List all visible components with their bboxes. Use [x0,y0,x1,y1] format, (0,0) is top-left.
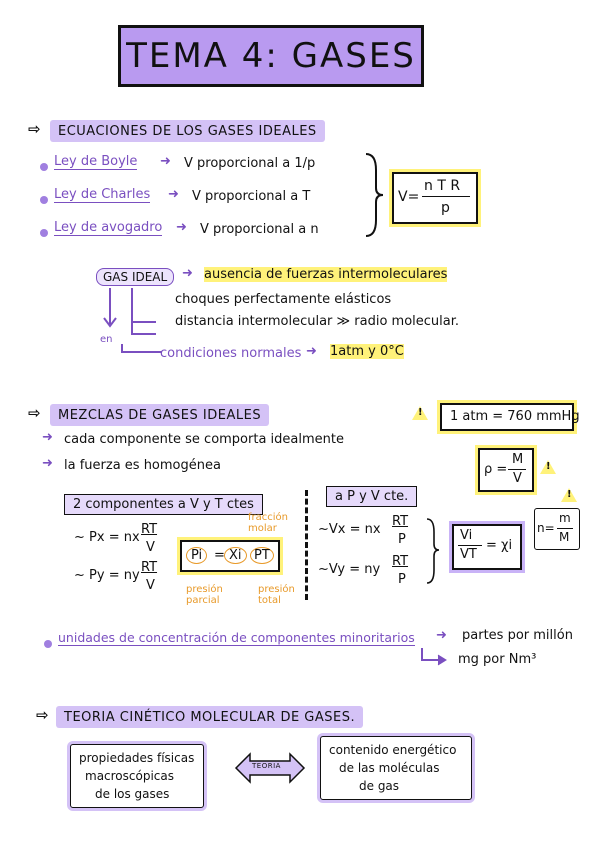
bullet-text: la fuerza es homogénea [64,458,221,473]
mgnm-label: mg por Nm³ [458,652,537,667]
arrow-right-icon: ➜ [306,344,317,359]
arrow-right-icon: ➜ [436,628,447,643]
section-arrow-icon: ⇨ [36,706,49,724]
rt-numerator: RT [141,522,158,537]
right-brace-icon [424,516,442,586]
column-divider [305,490,308,600]
n-denominator: M [559,530,570,544]
arrow-right-icon: ➜ [168,187,179,202]
bullet-dot-icon [40,196,48,204]
warning-icon: ! [561,488,579,504]
normal-conditions-value: 1atm y 0°C [330,344,404,359]
arrow-right-icon: ➜ [182,266,193,281]
box-line: macroscópicas [85,769,174,783]
n-numerator: m [559,511,571,525]
density-formula-box [478,448,534,492]
property-item: choques perfectamente elásticos [175,292,392,307]
presion-parcial-label: presión parcial [186,584,223,606]
vrt-numerator: RT [392,514,409,529]
vy-equation: ~Vy = ny [318,562,381,577]
arrow-right-icon: ➜ [160,154,171,169]
title-banner [118,25,424,87]
fraction-line [422,196,470,197]
two-components-label: 2 componentes a V y T ctes [64,494,263,515]
en-label: en [100,334,113,345]
pv-constant-label: a P y V cte. [326,486,417,507]
fraction-line [557,528,573,529]
box-line: de gas [359,779,400,793]
atm-conversion-text: 1 atm = 760 mmHg [450,409,580,424]
section-heading-mezclas [50,404,269,426]
volume-fraction-box [452,524,522,570]
py-equation: ~ Py = ny [74,568,140,583]
presion-total-label: presión total [258,584,295,606]
theory-arrow-label: TEORIA [252,762,281,770]
vi-symbol: Vi [460,528,473,543]
pt-symbol: PT [250,547,274,564]
arrow-right-icon: ➜ [42,430,53,445]
formula-denominator: p [441,200,450,216]
formula-numerator: n T R [424,178,461,194]
rt-denominator: V [146,578,155,593]
branch-arrow-icon [420,646,450,670]
arrow-right-icon: ➜ [42,456,53,471]
law-text: V proporcional a 1/p [184,156,316,171]
vx-equation: ~Vx = nx [318,522,381,537]
warning-icon: ! [412,406,430,422]
box-line: de los gases [95,787,170,801]
vt-symbol: VT [460,547,477,562]
box-line: propiedades físicas [79,751,195,765]
bullet-dot-icon [40,163,48,171]
fraccion-molar-label: fracción molar [248,512,288,534]
section-heading-text: ECUACIONES DE LOS GASES IDEALES [58,123,317,139]
fraction-line [508,469,526,470]
vrt-denominator: P [398,532,406,547]
page-title: TEMA 4: GASES [126,36,416,76]
pi-symbol: Pi [186,547,207,564]
law-text: V proporcional a n [200,222,319,237]
section-heading-text: MEZCLAS DE GASES IDEALES [58,407,262,423]
right-brace-icon [362,150,386,240]
section-heading-teoria [56,706,363,728]
units-label: unidades de concentración de componentes minoritarios [58,630,415,645]
section-heading-ecuaciones [50,120,325,142]
ppm-label: partes por millón [462,628,573,643]
rt-numerator: RT [141,560,158,575]
bullet-text: cada componente se comporta idealmente [64,432,344,447]
property-item: distancia intermolecular ≫ radio molecular. [175,314,460,329]
rt-denominator: V [146,540,155,555]
n-lhs: n= [537,521,555,535]
law-name: Ley de Boyle [54,154,138,169]
normal-conditions-label: condiciones normales [160,346,302,361]
energy-content-box [320,736,472,800]
law-name: Ley de Charles [54,187,151,202]
equals-sign: = [214,548,225,563]
bullet-dot-icon [44,640,52,648]
section-heading-text: TEORIA CINÉTICO MOLECULAR DE GASES. [64,709,356,725]
atm-conversion-box [440,403,580,431]
box-line: de las moléculas [339,761,440,775]
moles-formula-box [534,508,580,550]
box-line: contenido energético [329,743,457,757]
section-arrow-icon: ⇨ [28,404,41,422]
vrt-numerator: RT [392,554,409,569]
chi-equals: = χi [486,538,513,553]
formula-lhs: V= [398,189,420,205]
partial-pressure-box [180,540,280,572]
bullet-dot-icon [40,229,48,237]
fraction-line [458,545,482,546]
px-equation: ~ Px = nx [74,530,140,545]
rho-lhs: ρ = [484,462,508,477]
ideal-gas-formula-box [392,172,478,224]
law-name: Ley de avogadro [54,220,163,235]
rho-denominator: V [513,471,522,486]
section-arrow-icon: ⇨ [28,120,41,138]
vrt-denominator: P [398,572,406,587]
xi-symbol: Xi [224,547,247,564]
law-text: V proporcional a T [192,189,311,204]
property-item: ausencia de fuerzas intermoleculares [204,267,448,282]
rho-numerator: M [512,452,524,467]
macroscopic-properties-box [70,744,204,808]
gas-ideal-label: GAS IDEAL [96,268,174,286]
arrow-right-icon: ➜ [176,220,187,235]
warning-icon: ! [540,460,558,476]
